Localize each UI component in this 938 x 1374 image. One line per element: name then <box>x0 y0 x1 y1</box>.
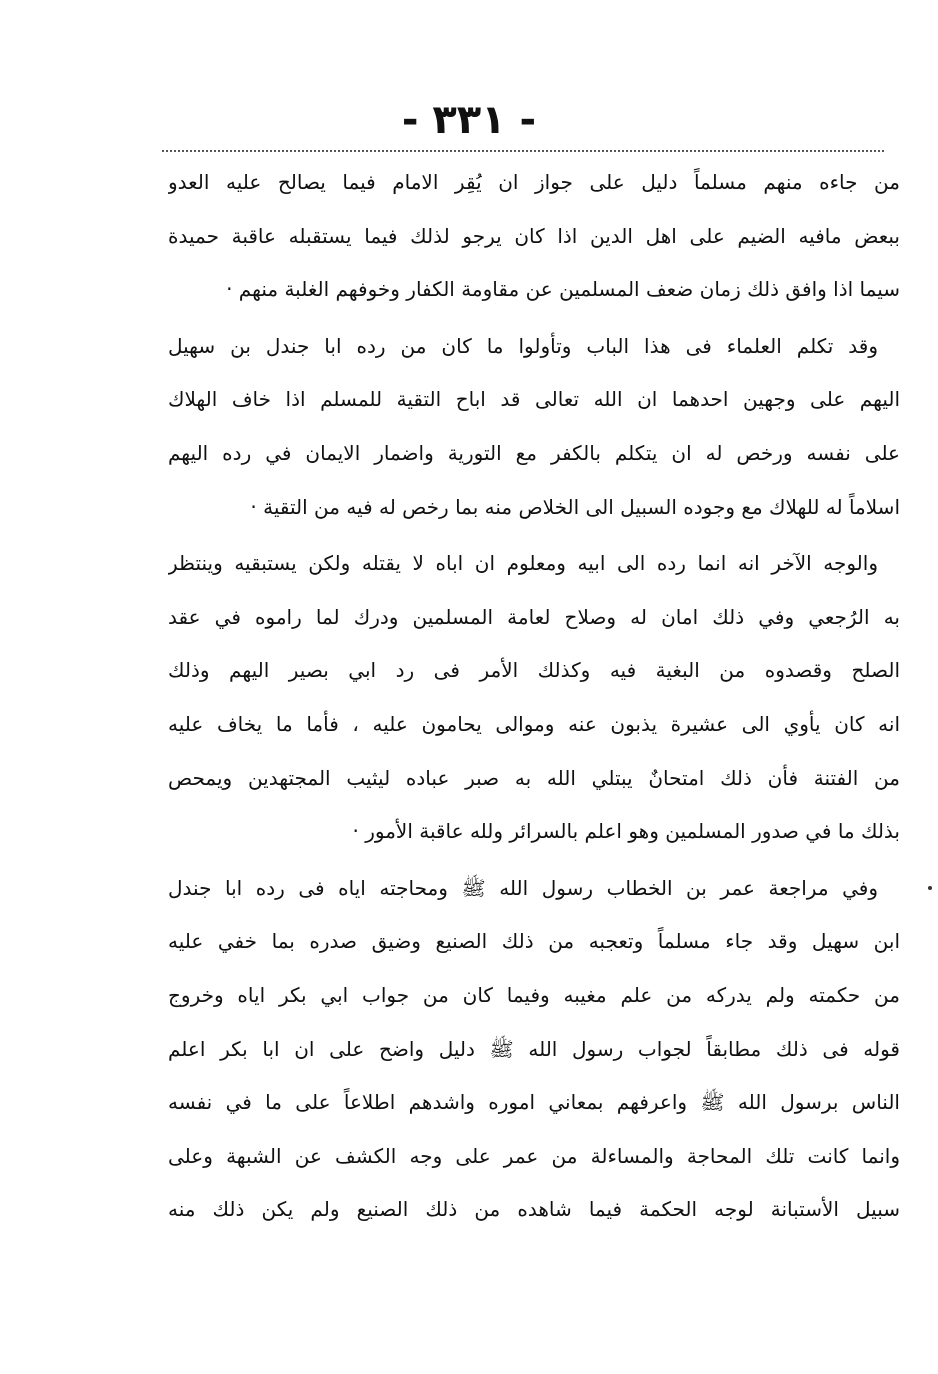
text-line-14: وفي مراجعة عمر بن الخطاب رسول الله ﷺ ومحاجته اياه فى رده ابا جندل <box>168 875 878 900</box>
text-line-11: انه كان يأوي الى عشيرة يذبون عنه وموالى يحامون عليه ، فأما ما يخاف عليه <box>168 711 900 736</box>
text-line-17: قوله فى ذلك مطابقاً لجواب رسول الله ﷺ دليل واضح على ان ابا بكر اعلم <box>168 1036 900 1061</box>
text-line-16: من حكمته ولم يدركه من علم مغيبه وفيما كان من جواب ابي بكر اياه وخروج <box>168 982 900 1007</box>
text-line-4: وقد تكلم العلماء فى هذا الباب وتأولوا ما كان من رده ابا جندل بن سهيل <box>168 333 878 358</box>
page-number: - ٣٣١ - <box>401 97 537 143</box>
text-line-1: من جاءه منهم مسلماً دليل على جواز ان يُقِر الامام فيما يصالح عليه العدو <box>168 170 900 194</box>
text-line-8: والوجه الآخر انه انما رده الى ابيه ومعلوم ان اباه لا يقتله ولكن يستبقيه وينتظر <box>168 551 878 576</box>
text-line-3: سيما اذا وافق ذلك زمان ضعف المسلمين عن مقاومة الكفار وخوفهم الغلبة منهم · <box>226 277 900 302</box>
text-line-13: بذلك ما في صدور المسلمين وهو اعلم بالسرائر ولله عاقبة الأمور · <box>352 819 900 844</box>
text-line-7: اسلاماً له للهلاك مع وجوده السبيل الى الخلاص منه بما رخص له فيه من التقية · <box>250 494 900 519</box>
text-line-20: سبيل الأستبانة لوجه الحكمة فيما شاهده من ذلك الصنيع ولم يكن ذلك منه <box>168 1197 900 1222</box>
text-line-15: ابن سهيل وقد جاء مسلماً وتعجبه من ذلك الصنيع وضيق صدره بما خفي عليه <box>168 929 900 954</box>
margin-mark <box>928 886 932 890</box>
text-line-18: الناس برسول الله ﷺ واعرفهم بمعاني اموره واشدهم اطلاعاً على ما في نفسه <box>168 1090 900 1115</box>
body-text <box>168 156 900 1237</box>
text-line-10: الصلح وقصدوه من البغية فيه وكذلك الأمر فى رد ابي بصير اليهم وذلك <box>168 658 900 683</box>
text-line-9: به الرُجعي وفي ذلك امان له وصلاح لعامة المسلمين ودرك لما راموه في عقد <box>168 604 900 629</box>
text-line-5: اليهم على وجهين احدهما ان الله تعالى قد اباح التقية للمسلم اذا خاف الهلاك <box>168 387 900 412</box>
header-rule <box>162 150 884 152</box>
text-line-2: ببعض مافيه الضيم على اهل الدين اذا كان يرجو لذلك فيما يستقبله عاقبة حميدة <box>168 223 900 248</box>
text-line-12: من الفتنة فأن ذلك امتحانٌ يبتلي الله به صبر عباده ليثيب المجتهدين ويمحص <box>168 765 900 790</box>
text-line-6: على نفسه ورخص له ان يتكلم بالكفر مع التورية واضمار الايمان في رده اليهم <box>168 440 900 465</box>
text-line-19: وانما كانت تلك المحاجة والمساءلة من عمر على وجه الكشف عن الشبهة وعلى <box>168 1143 900 1168</box>
